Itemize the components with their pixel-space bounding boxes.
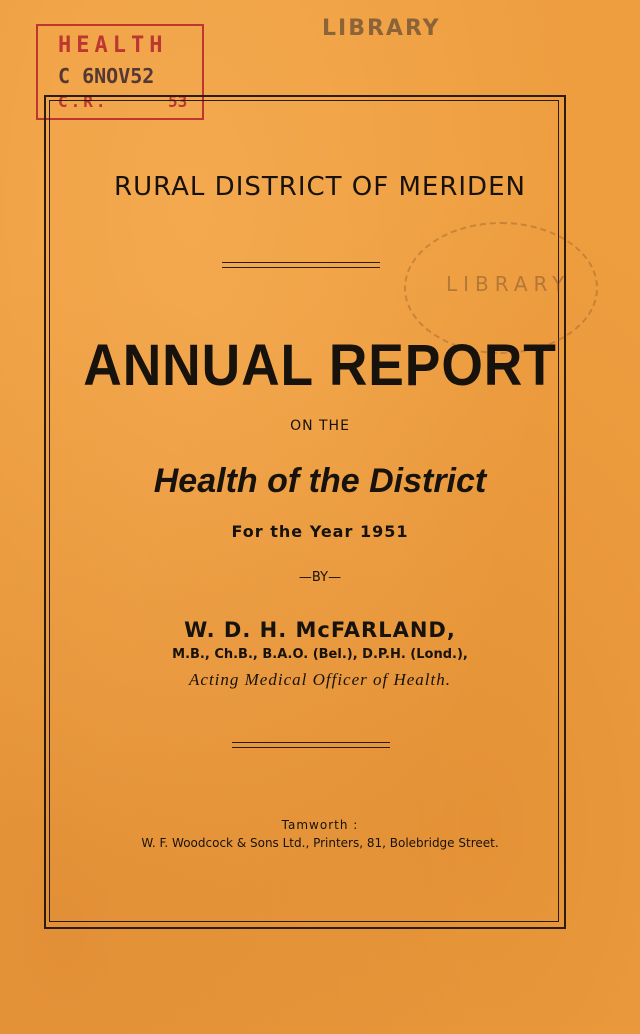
district-title: RURAL DISTRICT OF MERIDEN <box>114 172 526 202</box>
stamp-line-1: HEALTH <box>58 33 168 58</box>
report-subject: Health of the District <box>153 462 487 500</box>
report-title: ANNUAL REPORT <box>83 333 557 398</box>
report-year: For the Year 1951 <box>231 522 409 541</box>
stamp-date: C 6NOV52 <box>58 64 155 88</box>
stamp-line-3: C.R. <box>58 92 109 111</box>
author-qualifications: M.B., Ch.B., B.A.O. (Bel.), D.P.H. (Lond.), <box>172 647 468 662</box>
publisher-place: Tamworth : <box>281 818 359 832</box>
publisher-printer: W. F. Woodcock & Sons Ltd., Printers, 81, Bolebridge Street. <box>141 836 499 850</box>
by-label: —BY— <box>298 570 342 585</box>
author-name: W. D. H. McFARLAND, <box>184 618 456 642</box>
stamp-line-3b: 53 <box>168 92 188 111</box>
on-the-label: ON THE <box>290 418 350 434</box>
library-mark: LIBRARY <box>322 16 441 41</box>
divider-bottom <box>232 742 390 748</box>
author-role: Acting Medical Officer of Health. <box>189 670 451 689</box>
seal-text: LIBRARY <box>446 272 571 296</box>
divider-top <box>222 262 380 268</box>
